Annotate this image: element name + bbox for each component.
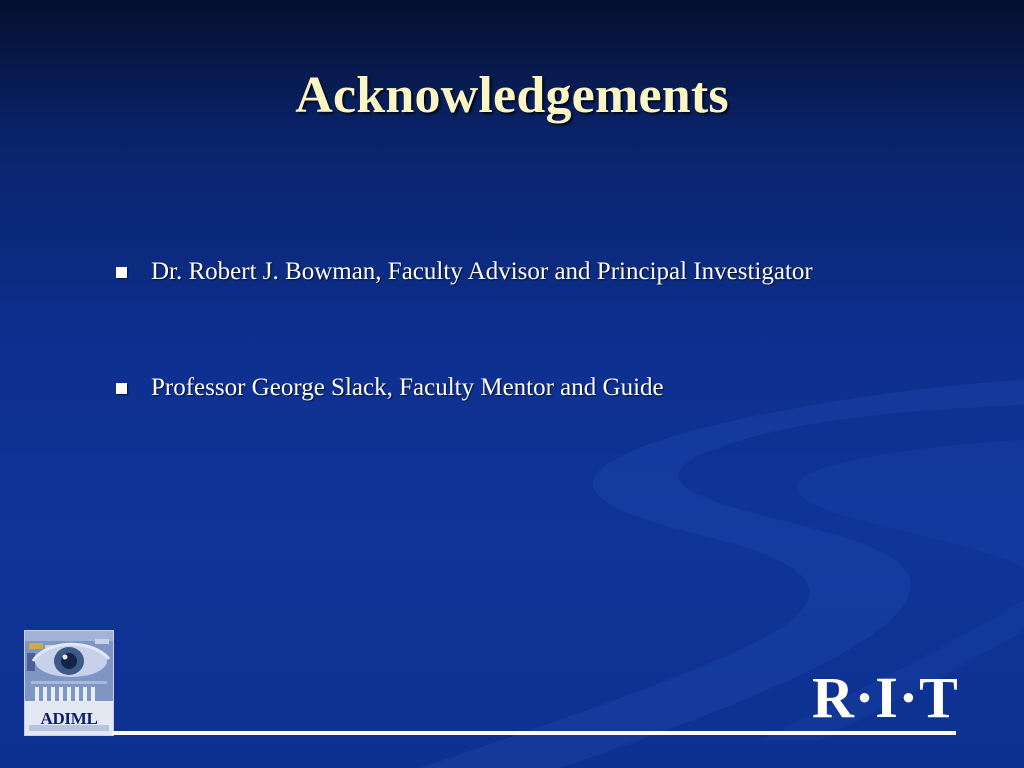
bullet-list	[116, 252, 976, 484]
logo-label: ADIML	[40, 709, 98, 728]
bullet-text: Professor George Slack, Faculty Mentor and Guide	[151, 374, 664, 401]
adiml-logo	[24, 630, 114, 736]
rit-wordmark: R·I·T	[812, 665, 959, 730]
square-bullet-icon	[116, 383, 127, 394]
slide-title: Acknowledgements	[295, 67, 729, 124]
bullet-item	[116, 368, 976, 408]
footer-divider	[112, 731, 956, 735]
square-bullet-icon	[116, 267, 127, 278]
bullet-text: Dr. Robert J. Bowman, Faculty Advisor and Principal Investigator	[151, 258, 813, 285]
bullet-item	[116, 252, 976, 292]
